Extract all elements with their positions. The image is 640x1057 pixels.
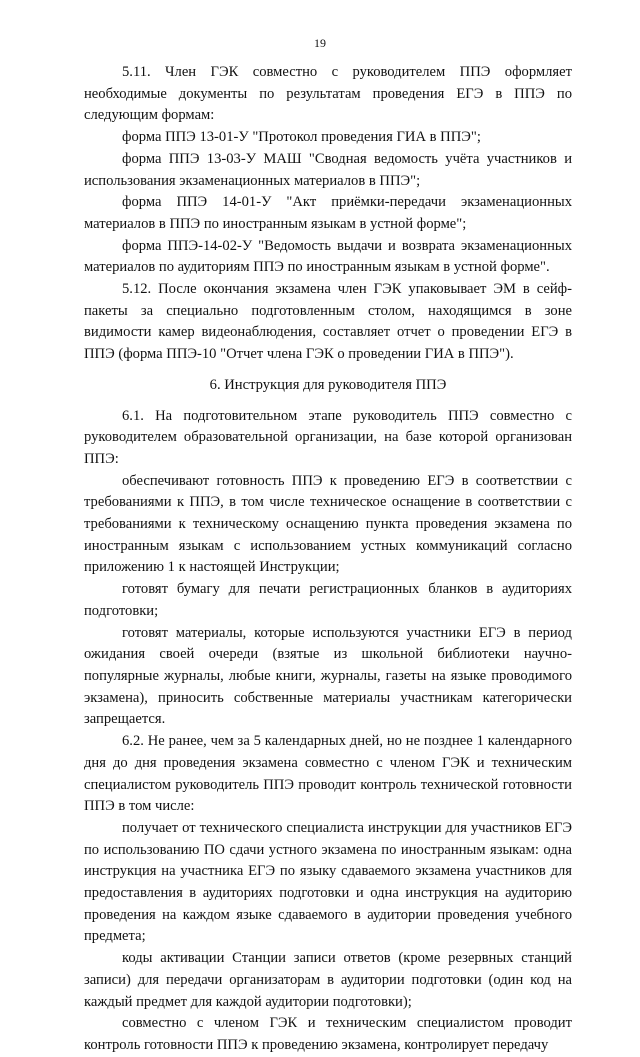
paragraph-6-1: 6.1. На подготовительном этапе руководитель ППЭ совместно с руководителем образовательной организации, на базе которой организован ППЭ: bbox=[84, 407, 572, 467]
paragraph-form-14-01: форма ППЭ 14-01-У "Акт приёмки-передачи экзаменационных материалов в ППЭ по иностранным языкам в устной форме"; bbox=[84, 194, 572, 232]
paragraph-ensure-readiness: обеспечивают готовность ППЭ к проведению ЕГЭ в соответствии с требованиями к ППЭ, в том числе техническое оснащение в соответствии с требованиями к техническому оснащению пункта проведения экзамена по иностранным языкам с использованием устных коммуникаций согласно приложению 1 к настоящей Инструкции; bbox=[84, 472, 572, 576]
paragraph-receive-instructions: получает от технического специалиста инструкции для участников ЕГЭ по использованию ПО сдачи устного экзамена по иностранным языкам: одна инструкция на участника ЕГЭ по языку сдаваемого экзамена участников для предоставления в аудиториях подготовки и одна инструкция на аудиторию проведения на каждом языке сдаваемого в аудитории проведения учебного предмета; bbox=[84, 819, 572, 945]
paragraph-6-2: 6.2. Не ранее, чем за 5 календарных дней, но не позднее 1 календарного дня до дня проведения экзамена совместно с членом ГЭК и техническим специалистом руководитель ППЭ проводит контроль технической готовности ППЭ в том числе: bbox=[84, 733, 572, 815]
paragraph-prepare-paper: готовят бумагу для печати регистрационных бланков в аудиториях подготовки; bbox=[84, 581, 572, 619]
paragraph-form-13-01: форма ППЭ 13-01-У "Протокол проведения ГИА в ППЭ"; bbox=[122, 129, 481, 146]
paragraph-readiness-control: совместно с членом ГЭК и техническим специалистом проводит контроль готовности ППЭ к проведению экзамена, контролирует передачу bbox=[84, 1015, 572, 1053]
document-body bbox=[84, 62, 572, 1057]
page-number: 19 bbox=[314, 36, 326, 50]
paragraph-activation-codes: коды активации Станции записи ответов (кроме резервных станций записи) для передачи организаторам в аудитории подготовки (один код на каждый предмет для каждой аудитории подготовки); bbox=[84, 950, 572, 1010]
paragraph-5-11: 5.11. Член ГЭК совместно с руководителем ППЭ оформляет необходимые документы по результатам проведения ЕГЭ в ППЭ по следующим формам: bbox=[84, 64, 572, 124]
paragraph-form-13-03: форма ППЭ 13-03-У МАШ "Сводная ведомость учёта участников и использования экзаменационных материалов в ППЭ"; bbox=[84, 150, 572, 189]
section-heading: 6. Инструкция для руководителя ППЭ bbox=[209, 376, 447, 393]
paragraph-form-14-02: форма ППЭ-14-02-У "Ведомость выдачи и возврата экзаменационных материалов по аудиториям ППЭ по иностранным языкам в устной форме". bbox=[84, 237, 572, 276]
paragraph-5-12: 5.12. После окончания экзамена член ГЭК упаковывает ЭМ в сейф-пакеты за специально подготовленным столом, находящимся в зоне видимости камер видеонаблюдения, составляет отчет о проведении ЕГЭ в ППЭ (форма ППЭ-10 "Отчет члена ГЭК о проведении ГИА в ППЭ"). bbox=[84, 281, 572, 363]
paragraph-prepare-materials: готовят материалы, которые используются участники ЕГЭ в период ожидания своей очереди (взятые из школьной библиотеки научно-популярные журналы, любые книги, журналы, газеты на языке проводимого экзамена), приносить собственные материалы участникам категорически запрещается. bbox=[84, 624, 572, 728]
